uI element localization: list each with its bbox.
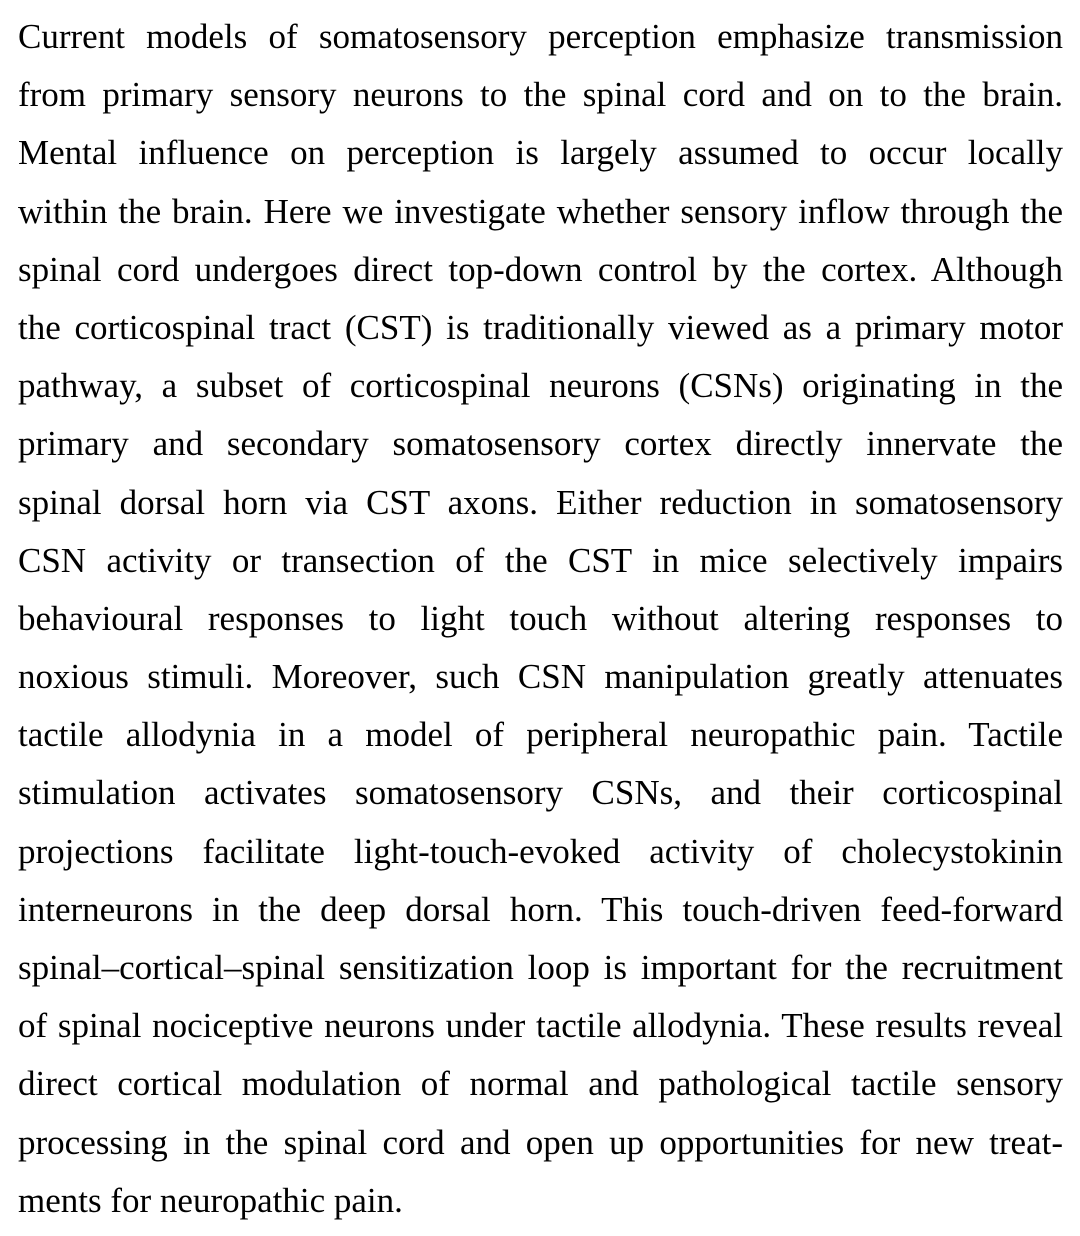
text-line: ments for neuropathic pain. — [18, 1180, 403, 1220]
text-line: interneurons in the deep dorsal horn. This touch-driven feed-forward — [18, 889, 1063, 929]
text-line: spinal dorsal horn via CST axons. Either reduction in somatosensory — [18, 482, 1063, 522]
text-line: within the brain. Here we investigate whether sensory inflow through the — [18, 191, 1063, 231]
text-line: primary and secondary somatosensory cortex directly innervate the — [18, 424, 1063, 464]
text-line: pathway, a subset of corticospinal neurons (CSNs) originating in the — [18, 366, 1063, 406]
abstract-paragraph — [18, 14, 1063, 1236]
text-line: behavioural responses to light touch without altering responses to — [18, 598, 1063, 638]
text-line: Current models of somatosensory perception emphasize transmission — [18, 17, 1063, 56]
text-line: stimulation activates somatosensory CSNs, and their corticospinal — [18, 773, 1063, 813]
text-line: noxious stimuli. Moreover, such CSN manipulation greatly attenuates — [18, 657, 1063, 697]
text-line: spinal cord undergoes direct top-down control by the cortex. Although — [18, 249, 1063, 289]
text-line: spinal–cortical–spinal sensitization loop is important for the recruitment — [18, 948, 1063, 987]
text-line: Mental influence on perception is largely assumed to occur locally — [18, 133, 1063, 173]
text-line: direct cortical modulation of normal and pathological tactile sensory — [18, 1064, 1063, 1104]
text-line: tactile allodynia in a model of peripheral neuropathic pain. Tactile — [18, 715, 1063, 755]
text-line: CSN activity or transection of the CST in mice selectively impairs — [18, 540, 1063, 580]
text-line: processing in the spinal cord and open up opportunities for new treat- — [18, 1122, 1063, 1162]
text-line: from primary sensory neurons to the spinal cord and on to the brain. — [18, 75, 1063, 115]
text-line: of spinal nociceptive neurons under tactile allodynia. These results reveal — [18, 1006, 1063, 1046]
text-line: the corticospinal tract (CST) is traditionally viewed as a primary motor — [18, 307, 1063, 347]
text-line: projections facilitate light-touch-evoked activity of cholecystokinin — [18, 831, 1063, 871]
